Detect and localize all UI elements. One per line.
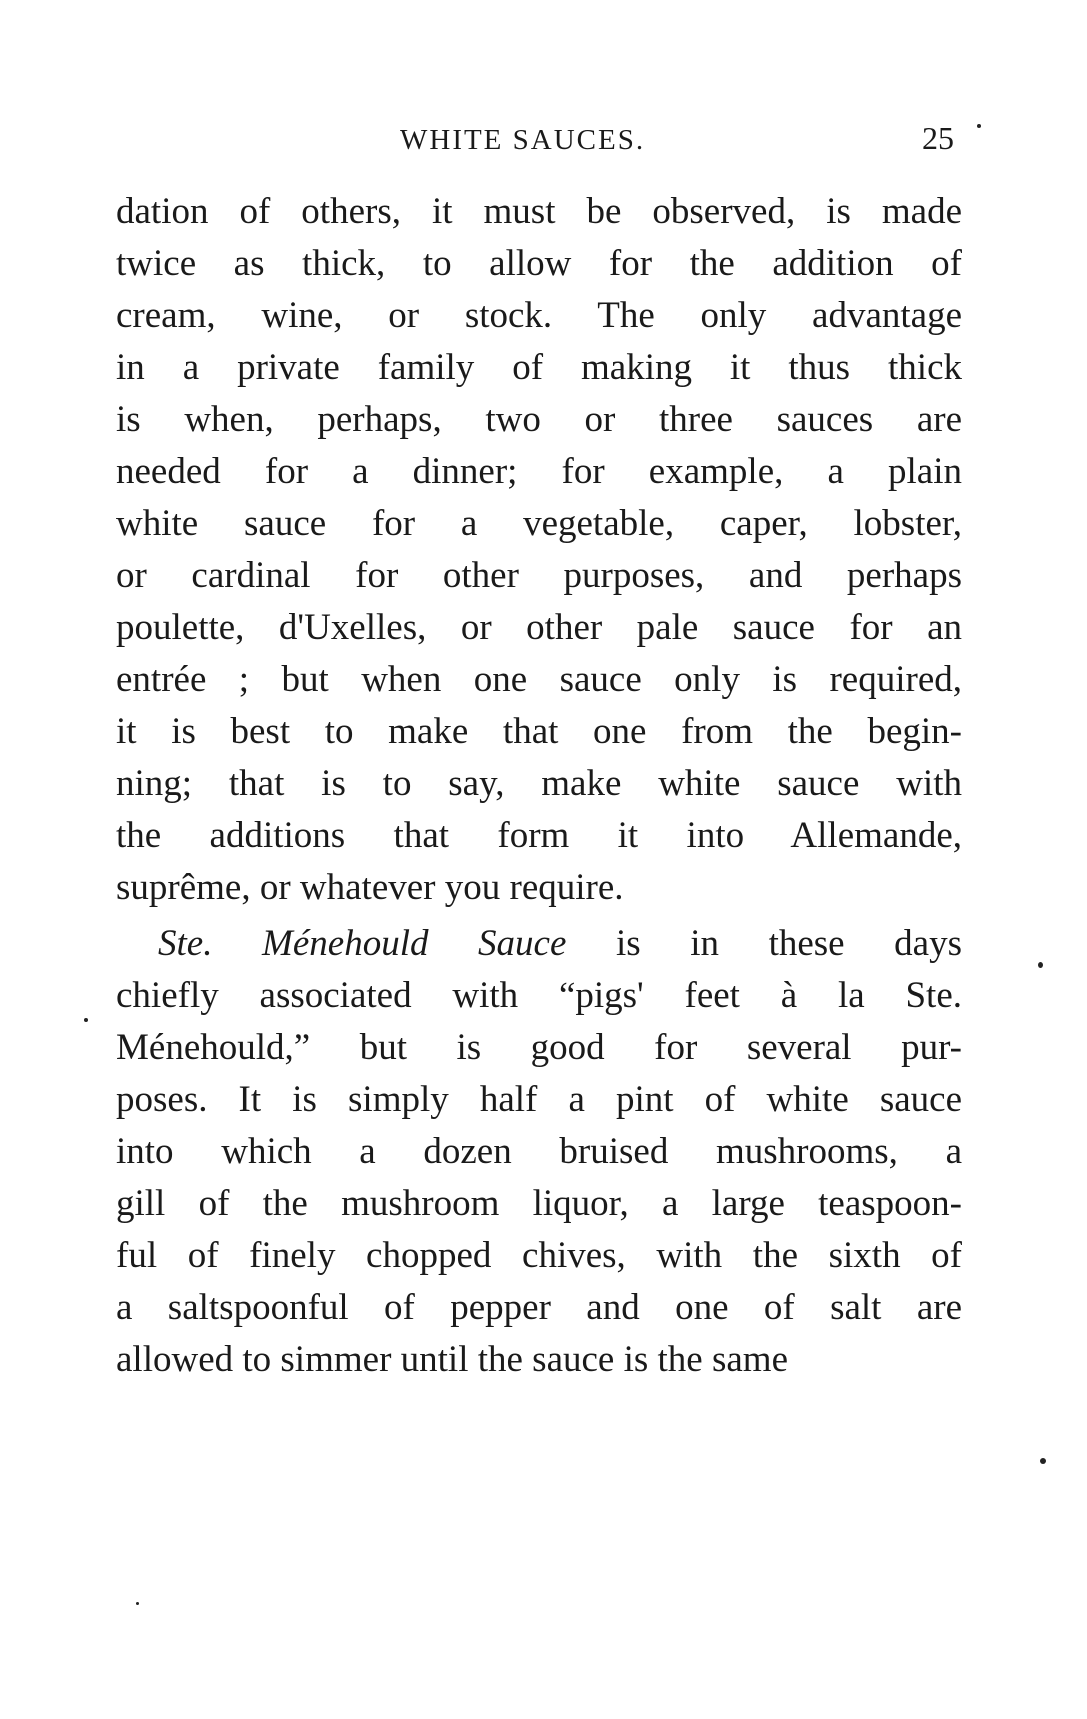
text-line: is when, perhaps, two or three sauces are xyxy=(116,399,962,440)
print-speck xyxy=(1038,962,1043,968)
text-line: poses. It is simply half a pint of white sauce xyxy=(116,1079,962,1120)
text-line: needed for a dinner; for example, a plain xyxy=(116,451,962,492)
text-line: the additions that form it into Allemande, xyxy=(116,815,962,856)
text-line: Ménehould,” but is good for several pur- xyxy=(116,1027,962,1068)
text-line: gill of the mushroom liquor, a large teaspoon- xyxy=(116,1183,962,1224)
sauce-title: Ste. Ménehould Sauce xyxy=(158,923,567,964)
text-line: ful of finely chopped chives, with the sixth of xyxy=(116,1235,962,1276)
page-number: 25 xyxy=(922,120,954,156)
text-line: or cardinal for other purposes, and perhaps xyxy=(116,555,962,596)
print-speck xyxy=(136,1602,139,1605)
paragraph-first-line xyxy=(158,922,962,966)
text-line: dation of others, it must be observed, is made xyxy=(116,191,962,232)
text-line: a saltspoonful of pepper and one of salt are xyxy=(116,1287,962,1328)
text-line: into which a dozen bruised mushrooms, a xyxy=(116,1131,962,1172)
text-line: chiefly associated with “pigs' feet à la Ste. xyxy=(116,975,962,1016)
running-title: WHITE SAUCES. xyxy=(400,124,646,156)
text-line: in a private family of making it thus thick xyxy=(116,347,962,388)
print-speck xyxy=(1040,1458,1046,1464)
text-run: is in these days xyxy=(566,923,962,964)
text-line: poulette, d'Uxelles, or other pale sauce for an xyxy=(116,607,962,648)
text-line: it is best to make that one from the begin- xyxy=(116,711,962,752)
text-line: entrée ; but when one sauce only is required, xyxy=(116,659,962,700)
print-speck xyxy=(84,1018,88,1022)
text-line: ning; that is to say, make white sauce with xyxy=(116,763,962,804)
text-line: twice as thick, to allow for the addition of xyxy=(116,243,962,284)
text-line: white sauce for a vegetable, caper, lobster, xyxy=(116,503,962,544)
text-line: cream, wine, or stock. The only advantage xyxy=(116,295,962,336)
print-speck xyxy=(977,124,981,128)
text-line: allowed to simmer until the sauce is the same xyxy=(116,1339,788,1380)
text-line: suprême, or whatever you require. xyxy=(116,867,624,908)
